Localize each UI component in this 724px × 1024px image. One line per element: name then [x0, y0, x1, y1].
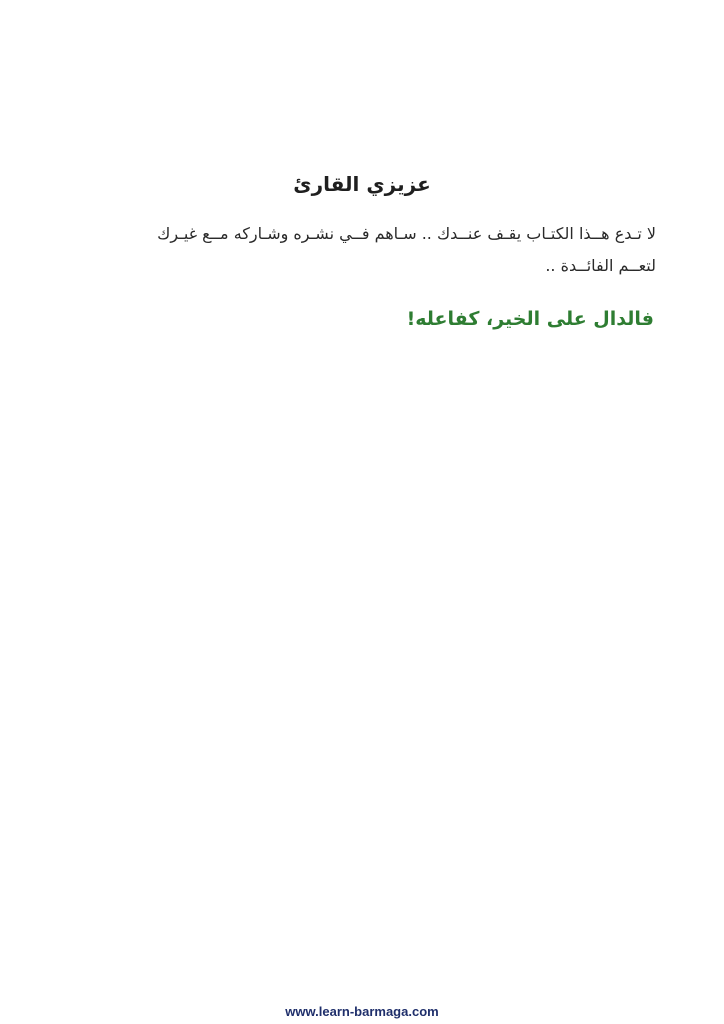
footer-website-link[interactable]: www.learn-barmaga.com [285, 1004, 439, 1019]
body-line-2: لتعــم الفائــدة .. [545, 256, 656, 275]
body-paragraph [68, 218, 656, 282]
page-title: عزيزي القارئ [293, 172, 431, 196]
body-line-1: لا تـدع هــذا الكتـاب يقـف عنــدك .. سـاهم فــي نشـره وشـاركه مــع غيـرك [157, 224, 656, 243]
tagline: فالدال على الخير، كفاعله! [406, 308, 654, 330]
